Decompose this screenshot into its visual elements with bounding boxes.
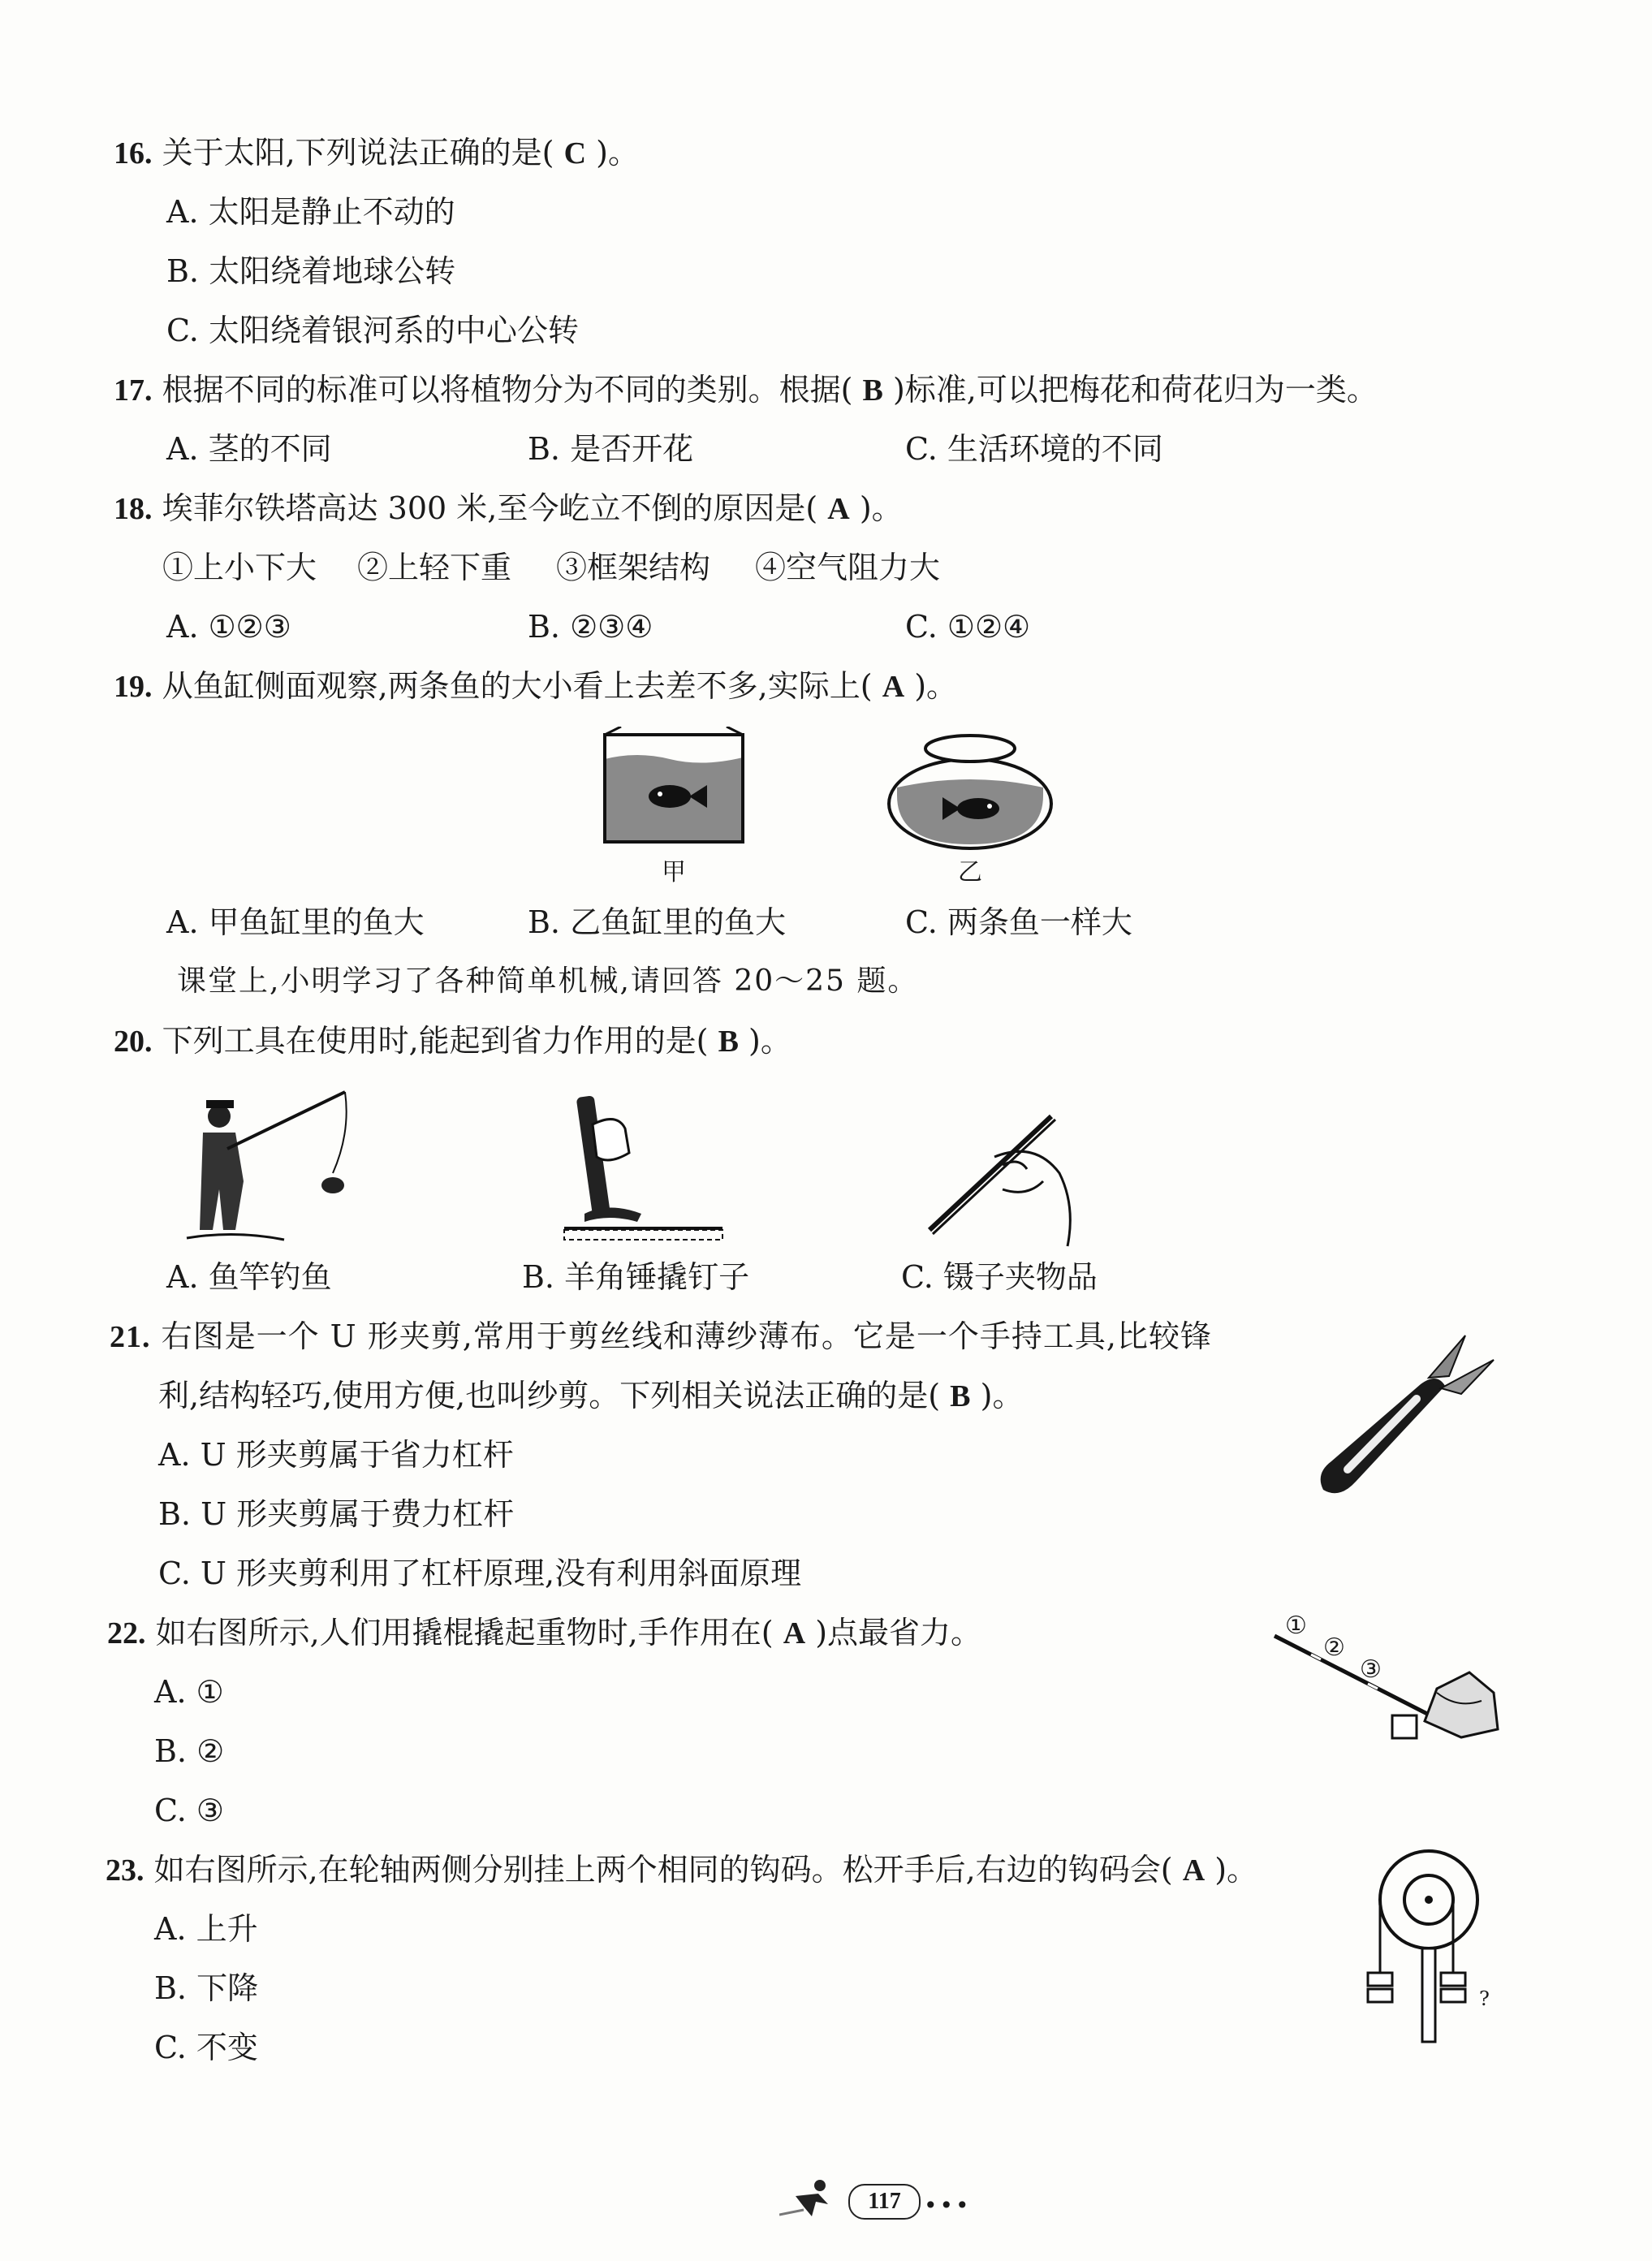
rectangular-fish-tank-figure — [597, 727, 751, 848]
stem-text: )。 — [914, 668, 958, 704]
stem-text: 根据不同的标准可以将植物分为不同的类别。根据( — [162, 372, 853, 408]
condition-4: ④空气阻力大 — [755, 550, 941, 585]
question-number: 21. — [110, 1320, 151, 1354]
question-22-stem — [107, 1614, 981, 1652]
question-number: 22. — [107, 1616, 146, 1650]
question-17-stem — [114, 371, 1378, 409]
page-number: 117 — [848, 2184, 921, 2220]
option-a: A. 太阳是静止不动的 — [166, 194, 455, 230]
option-b: B. 下降 — [154, 1970, 259, 2006]
option-b: B. 羊角锤撬钉子 — [522, 1259, 750, 1295]
question-16-stem — [114, 134, 639, 172]
stem-text: )。 — [596, 135, 639, 170]
question-number: 19. — [114, 670, 153, 704]
answer: A — [783, 1616, 806, 1650]
option-b: B. U 形夹剪属于费力杠杆 — [158, 1496, 515, 1532]
claw-hammer-figure — [560, 1092, 731, 1246]
figure-label-yi: 乙 — [958, 858, 982, 887]
option-c: C. U 形夹剪利用了杠杆原理,没有利用斜面原理 — [158, 1556, 802, 1591]
question-number: 23. — [106, 1853, 144, 1888]
fishing-rod-figure — [170, 1084, 357, 1246]
stem-text: 如右图所示,人们用撬棍撬起重物时,手作用在( — [155, 1615, 774, 1650]
tweezers-figure — [921, 1108, 1092, 1254]
stem-text: )点最省力。 — [815, 1615, 982, 1650]
option-c: C. ③ — [154, 1793, 224, 1828]
option-c: C. 太阳绕着银河系的中心公转 — [166, 313, 579, 348]
option-a: A. ① — [154, 1674, 224, 1710]
option-b: B. ②③④ — [528, 609, 653, 645]
wheel-and-axle-figure — [1360, 1843, 1498, 2046]
answer: B — [718, 1025, 739, 1059]
question-mark-label: ? — [1479, 1987, 1490, 2010]
option-a: A. U 形夹剪属于省力杠杆 — [158, 1437, 514, 1473]
stem-text: 埃菲尔铁塔高达 300 米,至今屹立不倒的原因是( — [162, 490, 818, 526]
answer: B — [862, 373, 883, 408]
option-b: B. 是否开花 — [528, 431, 694, 467]
option-b: B. 乙鱼缸里的鱼大 — [528, 904, 787, 940]
question-23-stem — [106, 1851, 1257, 1889]
option-b: B. ② — [154, 1733, 225, 1769]
runner-logo-icon — [779, 2176, 844, 2224]
option-c: C. 生活环境的不同 — [905, 431, 1163, 467]
option-c: C. 两条鱼一样大 — [905, 904, 1132, 940]
answer: C — [563, 136, 587, 170]
point-1-label: ① — [1285, 1612, 1307, 1640]
page-dots: ••• — [924, 2192, 972, 2219]
question-number: 18. — [114, 492, 153, 526]
question-number: 17. — [114, 373, 153, 408]
option-c: C. ①②④ — [905, 609, 1031, 645]
stem-text: 利,结构轻巧,使用方便,也叫纱剪。下列相关说法正确的是( — [158, 1378, 941, 1413]
question-number: 16. — [114, 136, 153, 170]
answer: B — [950, 1379, 971, 1413]
option-a: A. 鱼竿钓鱼 — [166, 1259, 332, 1295]
figure-label-jia: 甲 — [662, 858, 686, 887]
option-c: C. 不变 — [154, 2030, 258, 2065]
stem-text: )。 — [980, 1378, 1024, 1413]
point-3-label: ③ — [1360, 1655, 1382, 1684]
stem-text: )。 — [748, 1023, 791, 1059]
answer: A — [1182, 1853, 1206, 1888]
answer: A — [827, 492, 850, 526]
condition-2: ②上轻下重 — [357, 550, 512, 585]
point-2-label: ② — [1323, 1633, 1345, 1662]
option-c: C. 镊子夹物品 — [901, 1259, 1098, 1295]
question-20-stem — [114, 1022, 791, 1060]
stem-text: 关于太阳,下列说法正确的是( — [162, 135, 554, 170]
stem-text: 右图是一个 U 形夹剪,常用于剪丝线和薄纱薄布。它是一个手持工具,比较锋 — [161, 1318, 1212, 1354]
option-a: A. ①②③ — [166, 609, 291, 645]
condition-1: ①上小下大 — [162, 550, 317, 585]
option-b: B. 太阳绕着地球公转 — [166, 253, 456, 289]
option-a: A. 甲鱼缸里的鱼大 — [166, 904, 425, 940]
question-19-stem — [114, 667, 957, 705]
option-a: A. 茎的不同 — [166, 431, 332, 467]
u-shaped-scissors-figure — [1307, 1327, 1502, 1506]
stem-text: 下列工具在使用时,能起到省力作用的是( — [162, 1023, 709, 1059]
answer: A — [882, 670, 905, 704]
question-21-stem-line1 — [110, 1318, 1212, 1356]
round-fish-bowl-figure — [881, 731, 1059, 852]
stem-text: )。 — [859, 490, 903, 526]
question-number: 20. — [114, 1025, 153, 1059]
stem-text: 从鱼缸侧面观察,两条鱼的大小看上去差不多,实际上( — [162, 668, 873, 704]
section-intro: 课堂上,小明学习了各种简单机械,请回答 20～25 题。 — [177, 964, 919, 998]
stem-text: 如右图所示,在轮轴两侧分别挂上两个相同的钩码。松开手后,右边的钩码会( — [153, 1852, 1173, 1888]
condition-3: ③框架结构 — [556, 550, 711, 585]
stem-text: )。 — [1214, 1852, 1258, 1888]
stem-text: )标准,可以把梅花和荷花归为一类。 — [892, 372, 1378, 408]
option-a: A. 上升 — [154, 1911, 258, 1947]
question-18-stem — [114, 490, 903, 528]
question-21-stem-line2 — [158, 1377, 1023, 1415]
